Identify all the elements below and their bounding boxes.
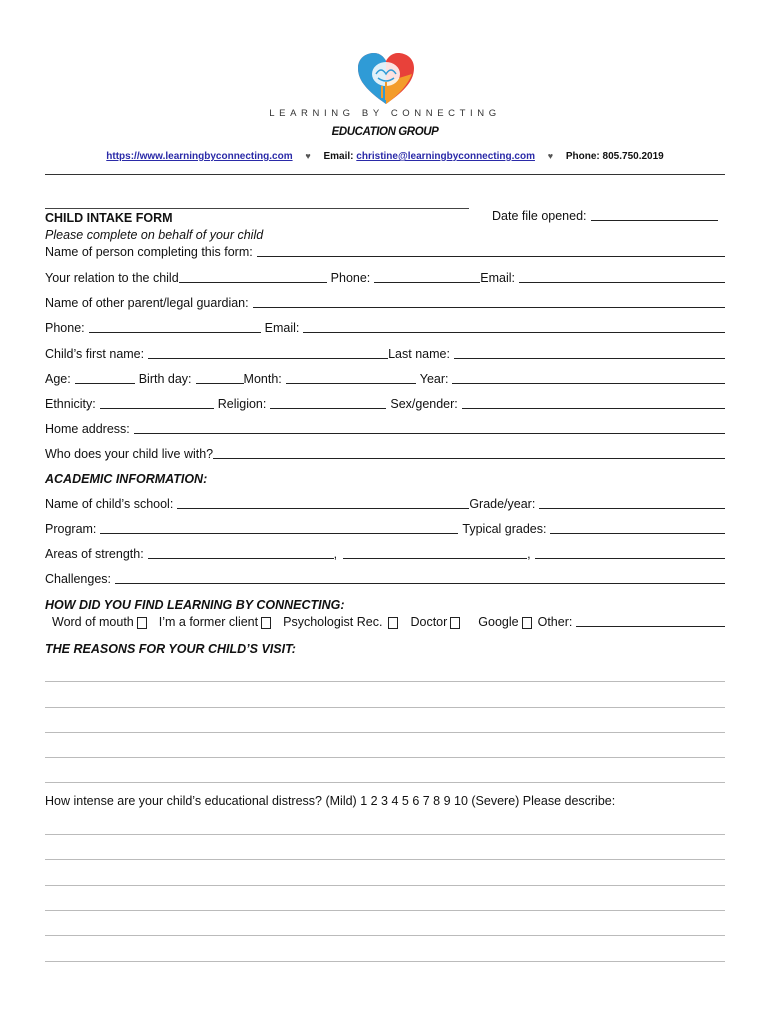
email-label: Email: bbox=[264, 321, 300, 335]
lives-with-row bbox=[45, 446, 725, 461]
relation-label: Your relation to the child bbox=[45, 271, 179, 285]
ethnicity-field[interactable] bbox=[100, 396, 214, 409]
reasons-line[interactable] bbox=[45, 732, 725, 733]
academic-heading: ACADEMIC INFORMATION: bbox=[45, 472, 208, 486]
email-link[interactable]: christine@learningbyconnecting.com bbox=[356, 151, 535, 162]
month-label: Month: bbox=[243, 372, 282, 386]
reasons-line[interactable] bbox=[45, 681, 725, 682]
home-address-field[interactable] bbox=[134, 421, 725, 434]
email-label: Email: bbox=[480, 271, 516, 285]
first-name-field[interactable] bbox=[148, 346, 388, 359]
sex-gender-label: Sex/gender: bbox=[390, 397, 458, 411]
phone-label: Phone: bbox=[330, 271, 371, 285]
option-former-client-checkbox[interactable] bbox=[261, 617, 271, 629]
option-google-checkbox[interactable] bbox=[522, 617, 532, 629]
option-former-client-label: I’m a former client bbox=[158, 615, 259, 629]
strengths-label: Areas of strength: bbox=[45, 547, 144, 561]
year-field[interactable] bbox=[452, 371, 725, 384]
distress-line[interactable] bbox=[45, 885, 725, 886]
distress-line[interactable] bbox=[45, 834, 725, 835]
date-opened-row bbox=[492, 208, 718, 223]
date-opened-field[interactable] bbox=[591, 208, 718, 221]
birth-row bbox=[45, 371, 725, 386]
parent-phone-field[interactable] bbox=[89, 320, 261, 333]
year-label: Year: bbox=[419, 372, 449, 386]
relation-row bbox=[45, 270, 725, 285]
referral-options-row bbox=[52, 614, 725, 629]
last-name-label: Last name: bbox=[388, 347, 450, 361]
parent-contact-row bbox=[45, 320, 725, 335]
distress-line[interactable] bbox=[45, 910, 725, 911]
distress-line[interactable] bbox=[45, 961, 725, 962]
typical-grades-field[interactable] bbox=[550, 521, 725, 534]
other-parent-row bbox=[45, 295, 725, 310]
grade-label: Grade/year: bbox=[469, 497, 536, 511]
program-row bbox=[45, 521, 725, 536]
home-address-label: Home address: bbox=[45, 422, 130, 436]
person-completing-row bbox=[45, 244, 725, 259]
strengths-row bbox=[45, 546, 725, 561]
school-label: Name of child’s school: bbox=[45, 497, 174, 511]
distress-question: How intense are your child’s educational distress? (Mild) 1 2 3 4 5 6 7 8 9 10 (Severe) Please describe: bbox=[45, 794, 616, 808]
reasons-heading: THE REASONS FOR YOUR CHILD’S VISIT: bbox=[45, 642, 296, 656]
distress-line[interactable] bbox=[45, 859, 725, 860]
distress-line[interactable] bbox=[45, 935, 725, 936]
first-name-label: Child’s first name: bbox=[45, 347, 145, 361]
religion-label: Religion: bbox=[217, 397, 267, 411]
heart-icon: ♥ bbox=[305, 151, 311, 161]
lives-with-field[interactable] bbox=[213, 446, 725, 459]
sex-gender-field[interactable] bbox=[462, 396, 725, 409]
person-completing-field[interactable] bbox=[257, 244, 725, 257]
logo bbox=[356, 52, 416, 106]
challenges-row bbox=[45, 571, 725, 586]
option-psychologist-checkbox[interactable] bbox=[388, 617, 398, 629]
website-link[interactable]: https://www.learningbyconnecting.com bbox=[106, 151, 293, 162]
strength-field-1[interactable] bbox=[148, 546, 334, 559]
age-label: Age: bbox=[45, 372, 71, 386]
strength-field-3[interactable] bbox=[535, 546, 725, 559]
grade-field[interactable] bbox=[539, 496, 725, 509]
date-opened-label: Date file opened: bbox=[492, 209, 587, 223]
parent-email-field[interactable] bbox=[303, 320, 725, 333]
option-other-label: Other: bbox=[537, 615, 573, 629]
reasons-line[interactable] bbox=[45, 757, 725, 758]
age-field[interactable] bbox=[75, 371, 135, 384]
last-name-field[interactable] bbox=[454, 346, 725, 359]
home-address-row bbox=[45, 421, 725, 436]
challenges-field[interactable] bbox=[115, 571, 725, 584]
option-word-of-mouth-label: Word of mouth bbox=[52, 615, 134, 629]
other-parent-field[interactable] bbox=[253, 295, 725, 308]
reasons-line[interactable] bbox=[45, 782, 725, 783]
email-label: Email: bbox=[323, 151, 354, 162]
typical-grades-label: Typical grades: bbox=[462, 522, 547, 536]
religion-field[interactable] bbox=[270, 396, 386, 409]
child-name-row bbox=[45, 346, 725, 361]
option-doctor-checkbox[interactable] bbox=[450, 617, 460, 629]
month-field[interactable] bbox=[286, 371, 416, 384]
ethnicity-label: Ethnicity: bbox=[45, 397, 96, 411]
header-divider bbox=[45, 174, 725, 175]
contact-line bbox=[0, 151, 770, 162]
other-parent-label: Name of other parent/legal guardian: bbox=[45, 296, 249, 310]
option-other-field[interactable] bbox=[576, 614, 725, 627]
program-field[interactable] bbox=[100, 521, 458, 534]
option-word-of-mouth-checkbox[interactable] bbox=[137, 617, 147, 629]
person-completing-label: Name of person completing this form: bbox=[45, 245, 253, 259]
strength-field-2[interactable] bbox=[343, 546, 527, 559]
lives-with-label: Who does your child live with? bbox=[45, 447, 214, 461]
reasons-line[interactable] bbox=[45, 707, 725, 708]
form-instruction: Please complete on behalf of your child bbox=[45, 228, 264, 242]
form-title: CHILD INTAKE FORM bbox=[45, 211, 173, 225]
program-label: Program: bbox=[45, 522, 97, 536]
referral-heading: HOW DID YOU FIND LEARNING BY CONNECTING: bbox=[45, 598, 345, 612]
option-doctor-label: Doctor bbox=[410, 615, 448, 629]
school-row bbox=[45, 496, 725, 511]
option-psychologist-label: Psychologist Rec. bbox=[283, 615, 383, 629]
comma: , bbox=[333, 547, 338, 561]
relation-field[interactable] bbox=[179, 270, 327, 283]
birth-day-label: Birth day: bbox=[138, 372, 192, 386]
birth-day-field[interactable] bbox=[196, 371, 244, 384]
challenges-label: Challenges: bbox=[45, 572, 112, 586]
email-field[interactable] bbox=[519, 270, 725, 283]
comma: , bbox=[527, 547, 531, 561]
option-google-label: Google bbox=[478, 615, 519, 629]
heart-icon: ♥ bbox=[547, 151, 554, 161]
phone-field[interactable] bbox=[374, 270, 480, 283]
school-field[interactable] bbox=[177, 496, 469, 509]
title-divider bbox=[45, 208, 469, 209]
brand-name: LEARNING BY CONNECTING bbox=[269, 108, 501, 119]
identity-row bbox=[45, 396, 725, 411]
brand-subtitle: EDUCATION GROUP bbox=[331, 126, 439, 138]
phone-label: Phone: bbox=[45, 321, 85, 335]
phone-text: Phone: 805.750.2019 bbox=[565, 151, 664, 162]
